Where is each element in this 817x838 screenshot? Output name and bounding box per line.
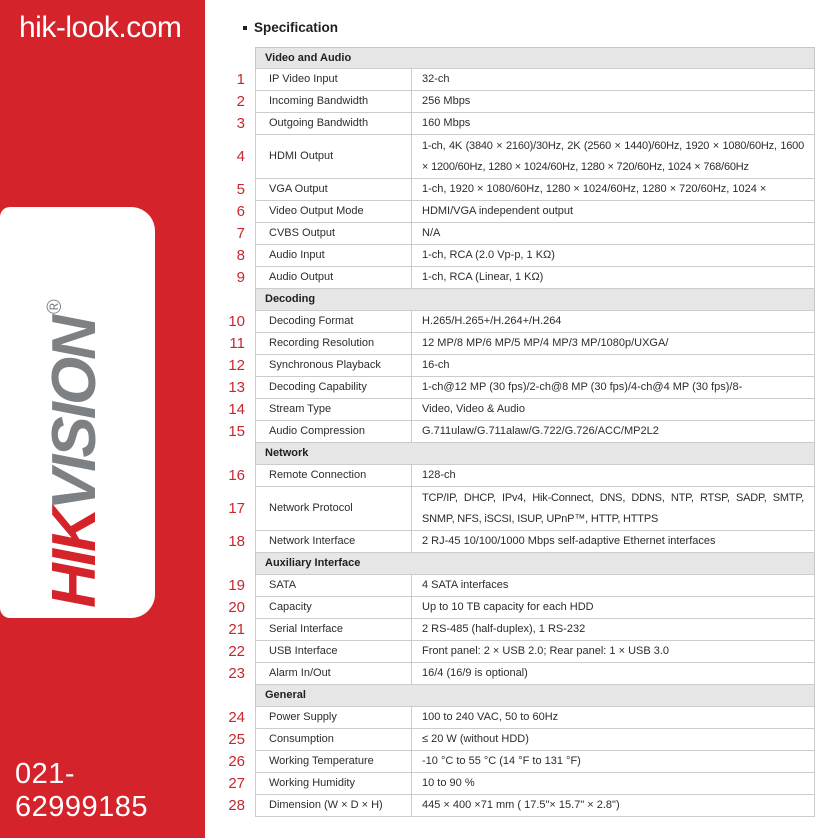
spec-label: HDMI Output bbox=[255, 135, 411, 179]
spec-label: Audio Input bbox=[255, 245, 411, 267]
spec-value: 2 RS-485 (half-duplex), 1 RS-232 bbox=[411, 619, 815, 641]
spec-value: G.711ulaw/G.711alaw/G.722/G.726/ACC/MP2L2 bbox=[411, 421, 815, 443]
spec-row-number: 14 bbox=[228, 401, 245, 418]
spec-label: IP Video Input bbox=[255, 69, 411, 91]
site-name: hik-look.com bbox=[19, 11, 182, 44]
row-number bbox=[205, 553, 255, 575]
spec-row-number: 24 bbox=[228, 709, 245, 726]
spec-label: Audio Output bbox=[255, 267, 411, 289]
spec-value: 10 to 90 % bbox=[411, 773, 815, 795]
spec-row-number: 20 bbox=[228, 599, 245, 616]
square-bullet-icon bbox=[243, 26, 247, 30]
row-number bbox=[205, 47, 255, 69]
spec-row-number: 4 bbox=[236, 148, 245, 165]
spec-row-number: 26 bbox=[228, 753, 245, 770]
spec-label: USB Interface bbox=[255, 641, 411, 663]
section-header: Video and Audio bbox=[255, 47, 815, 69]
spec-label: Remote Connection bbox=[255, 465, 411, 487]
spec-table bbox=[205, 47, 815, 817]
spec-label: Working Humidity bbox=[255, 773, 411, 795]
phone-number: 021-62999185 bbox=[15, 758, 149, 823]
spec-label: Network Protocol bbox=[255, 487, 411, 531]
spec-heading bbox=[243, 20, 338, 35]
spec-row-number: 27 bbox=[228, 775, 245, 792]
spec-row-number: 13 bbox=[228, 379, 245, 396]
spec-label: Video Output Mode bbox=[255, 201, 411, 223]
logo-hik: HIK bbox=[40, 510, 109, 608]
spec-value: 12 MP/8 MP/6 MP/5 MP/4 MP/3 MP/1080p/UXGA/ bbox=[411, 333, 815, 355]
spec-value: 32-ch bbox=[411, 69, 815, 91]
spec-label: Outgoing Bandwidth bbox=[255, 113, 411, 135]
spec-label: Alarm In/Out bbox=[255, 663, 411, 685]
logo-vision: VISION bbox=[40, 318, 109, 511]
spec-label: Serial Interface bbox=[255, 619, 411, 641]
spec-label: Working Temperature bbox=[255, 751, 411, 773]
spec-row-number: 3 bbox=[236, 115, 245, 132]
spec-value: ≤ 20 W (without HDD) bbox=[411, 729, 815, 751]
spec-label: Power Supply bbox=[255, 707, 411, 729]
section-header: Auxiliary Interface bbox=[255, 553, 815, 575]
hikvision-logo bbox=[40, 299, 109, 608]
spec-value: 1-ch, 4K (3840 × 2160)/30Hz, 2K (2560 × 1440)/60Hz, 1920 × 1080/60Hz, 1600 × 1200/60Hz, 1280 × 1024/60Hz, 1280 × 720/60Hz, 1024 × 768/60Hz bbox=[411, 135, 815, 179]
spec-value: 256 Mbps bbox=[411, 91, 815, 113]
spec-row-number: 28 bbox=[228, 797, 245, 814]
spec-label: Dimension (W × D × H) bbox=[255, 795, 411, 817]
spec-label: Network Interface bbox=[255, 531, 411, 553]
spec-value: 445 × 400 ×71 mm ( 17.5"× 15.7" × 2.8") bbox=[411, 795, 815, 817]
spec-value: N/A bbox=[411, 223, 815, 245]
spec-value: 16/4 (16/9 is optional) bbox=[411, 663, 815, 685]
spec-row-number: 21 bbox=[228, 621, 245, 638]
spec-row-number: 5 bbox=[236, 181, 245, 198]
spec-row-number: 18 bbox=[228, 533, 245, 550]
spec-label: Decoding Capability bbox=[255, 377, 411, 399]
spec-value: Front panel: 2 × USB 2.0; Rear panel: 1 × USB 3.0 bbox=[411, 641, 815, 663]
spec-value: 128-ch bbox=[411, 465, 815, 487]
spec-label: Decoding Format bbox=[255, 311, 411, 333]
sidebar bbox=[0, 0, 205, 838]
spec-value: 1-ch, RCA (Linear, 1 KΩ) bbox=[411, 267, 815, 289]
spec-row-number: 9 bbox=[236, 269, 245, 286]
spec-label: CVBS Output bbox=[255, 223, 411, 245]
spec-value: 16-ch bbox=[411, 355, 815, 377]
spec-value: TCP/IP, DHCP, IPv4, Hik-Connect, DNS, DDNS, NTP, RTSP, SADP, SMTP, SNMP, NFS, iSCSI, ISUP, UPnP™, HTTP, HTTPS bbox=[411, 487, 815, 531]
section-header: Network bbox=[255, 443, 815, 465]
spec-value: 100 to 240 VAC, 50 to 60Hz bbox=[411, 707, 815, 729]
spec-label: Stream Type bbox=[255, 399, 411, 421]
spec-row-number: 22 bbox=[228, 643, 245, 660]
spec-row-number: 10 bbox=[228, 313, 245, 330]
spec-label: SATA bbox=[255, 575, 411, 597]
spec-label: Capacity bbox=[255, 597, 411, 619]
spec-row-number: 12 bbox=[228, 357, 245, 374]
spec-row-number: 15 bbox=[228, 423, 245, 440]
registered-trademark-icon: ® bbox=[44, 299, 66, 315]
spec-value: 4 SATA interfaces bbox=[411, 575, 815, 597]
spec-row-number: 16 bbox=[228, 467, 245, 484]
spec-heading-label: Specification bbox=[254, 20, 339, 35]
spec-value: 1-ch, RCA (2.0 Vp-p, 1 KΩ) bbox=[411, 245, 815, 267]
spec-value: -10 °C to 55 °C (14 °F to 131 °F) bbox=[411, 751, 815, 773]
spec-value: H.265/H.265+/H.264+/H.264 bbox=[411, 311, 815, 333]
spec-row-number: 19 bbox=[228, 577, 245, 594]
spec-row-number: 25 bbox=[228, 731, 245, 748]
spec-row-number: 23 bbox=[228, 665, 245, 682]
spec-label: Incoming Bandwidth bbox=[255, 91, 411, 113]
spec-label: VGA Output bbox=[255, 179, 411, 201]
section-header: General bbox=[255, 685, 815, 707]
section-header: Decoding bbox=[255, 289, 815, 311]
spec-row-number: 8 bbox=[236, 247, 245, 264]
spec-value: Up to 10 TB capacity for each HDD bbox=[411, 597, 815, 619]
spec-value: 1-ch@12 MP (30 fps)/2-ch@8 MP (30 fps)/4-ch@4 MP (30 fps)/8- bbox=[411, 377, 815, 399]
row-number bbox=[205, 289, 255, 311]
spec-value: 2 RJ-45 10/100/1000 Mbps self-adaptive Ethernet interfaces bbox=[411, 531, 815, 553]
spec-row-number: 1 bbox=[236, 71, 245, 88]
spec-value: 1-ch, 1920 × 1080/60Hz, 1280 × 1024/60Hz, 1280 × 720/60Hz, 1024 × bbox=[411, 179, 815, 201]
spec-row-number: 6 bbox=[236, 203, 245, 220]
spec-label: Recording Resolution bbox=[255, 333, 411, 355]
spec-row-number: 11 bbox=[229, 335, 245, 352]
spec-value: Video, Video & Audio bbox=[411, 399, 815, 421]
spec-row-number: 17 bbox=[228, 500, 245, 517]
spec-value: 160 Mbps bbox=[411, 113, 815, 135]
row-number bbox=[205, 443, 255, 465]
spec-row-number: 2 bbox=[236, 93, 245, 110]
row-number bbox=[205, 685, 255, 707]
spec-row-number: 7 bbox=[236, 225, 245, 242]
spec-value: HDMI/VGA independent output bbox=[411, 201, 815, 223]
spec-label: Audio Compression bbox=[255, 421, 411, 443]
spec-label: Synchronous Playback bbox=[255, 355, 411, 377]
spec-label: Consumption bbox=[255, 729, 411, 751]
